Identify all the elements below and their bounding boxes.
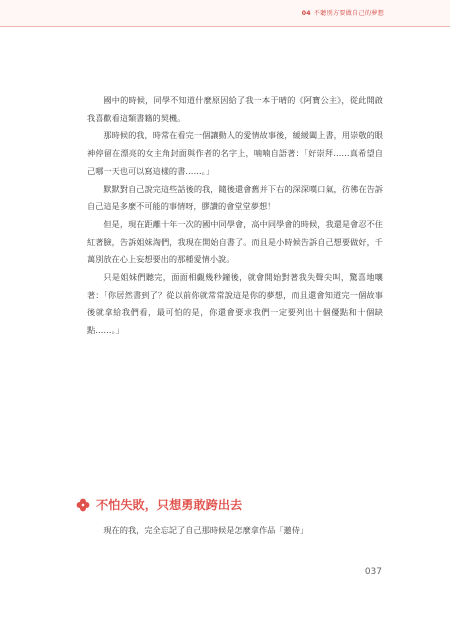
- paragraph: 只是姐妹們聽完，面面相覷幾秒鐘後，就會開始對著我失聲尖叫，驚喜地嚷著：「你居然書到了？從以前你就常常說這是你的夢想，而且還會知道完一個故事後就拿給我們看，最可怕的是，你還會要求我們一定要列出十個優點和十個缺點……。」: [87, 272, 383, 336]
- chapter-title: 不聽別方要做自己的夢想: [313, 10, 384, 17]
- running-head: [302, 8, 384, 17]
- paragraph: 但是，現在距離十年一次的國中同學會，高中同學會的時候，我還是會忍不住紅著臉，告訴姐妹淘們，我現在開始自書了。而且是小時候告訴自己想要做好，千萬別放在心上妄想要出的那種愛情小說。: [87, 218, 383, 265]
- body-text: [87, 92, 383, 340]
- chapter-number: 04: [301, 10, 311, 17]
- section-body: [87, 522, 383, 540]
- paragraph: 現在的我，完全忘記了自己那時候是怎麼拿作品「邀侍」: [103, 525, 309, 535]
- section-heading-text: 不怕失敗，只想勇敢跨出去: [96, 498, 243, 512]
- paragraph: 默默對自己說完這些話後的我，隨後還會舊并下右的深深嘆口氣，彷彿在告訴自己這是多麼不可能的事情呀，膠讚的會堂堂夢想！: [87, 183, 383, 212]
- header-divider: [0, 26, 450, 27]
- paragraph: 那時候的我，時常在看完一個讓動人的愛情故事後，緩緩闔上書，用崇敬的眼神停留在漂亮的女主角封面與作者的名字上，喃喃自語著：「好崇拜……真希望自己哪一天也可以寫這樣的書……。」: [87, 130, 383, 176]
- page-number: 037: [364, 567, 382, 577]
- clover-icon: [76, 498, 90, 512]
- section-heading: [76, 496, 386, 513]
- paragraph: 國中的時候，同學不知道什麼原因給了我一本于晴的《阿寶公主》，從此開啟我喜歡看這類書籍的契機。: [87, 95, 383, 123]
